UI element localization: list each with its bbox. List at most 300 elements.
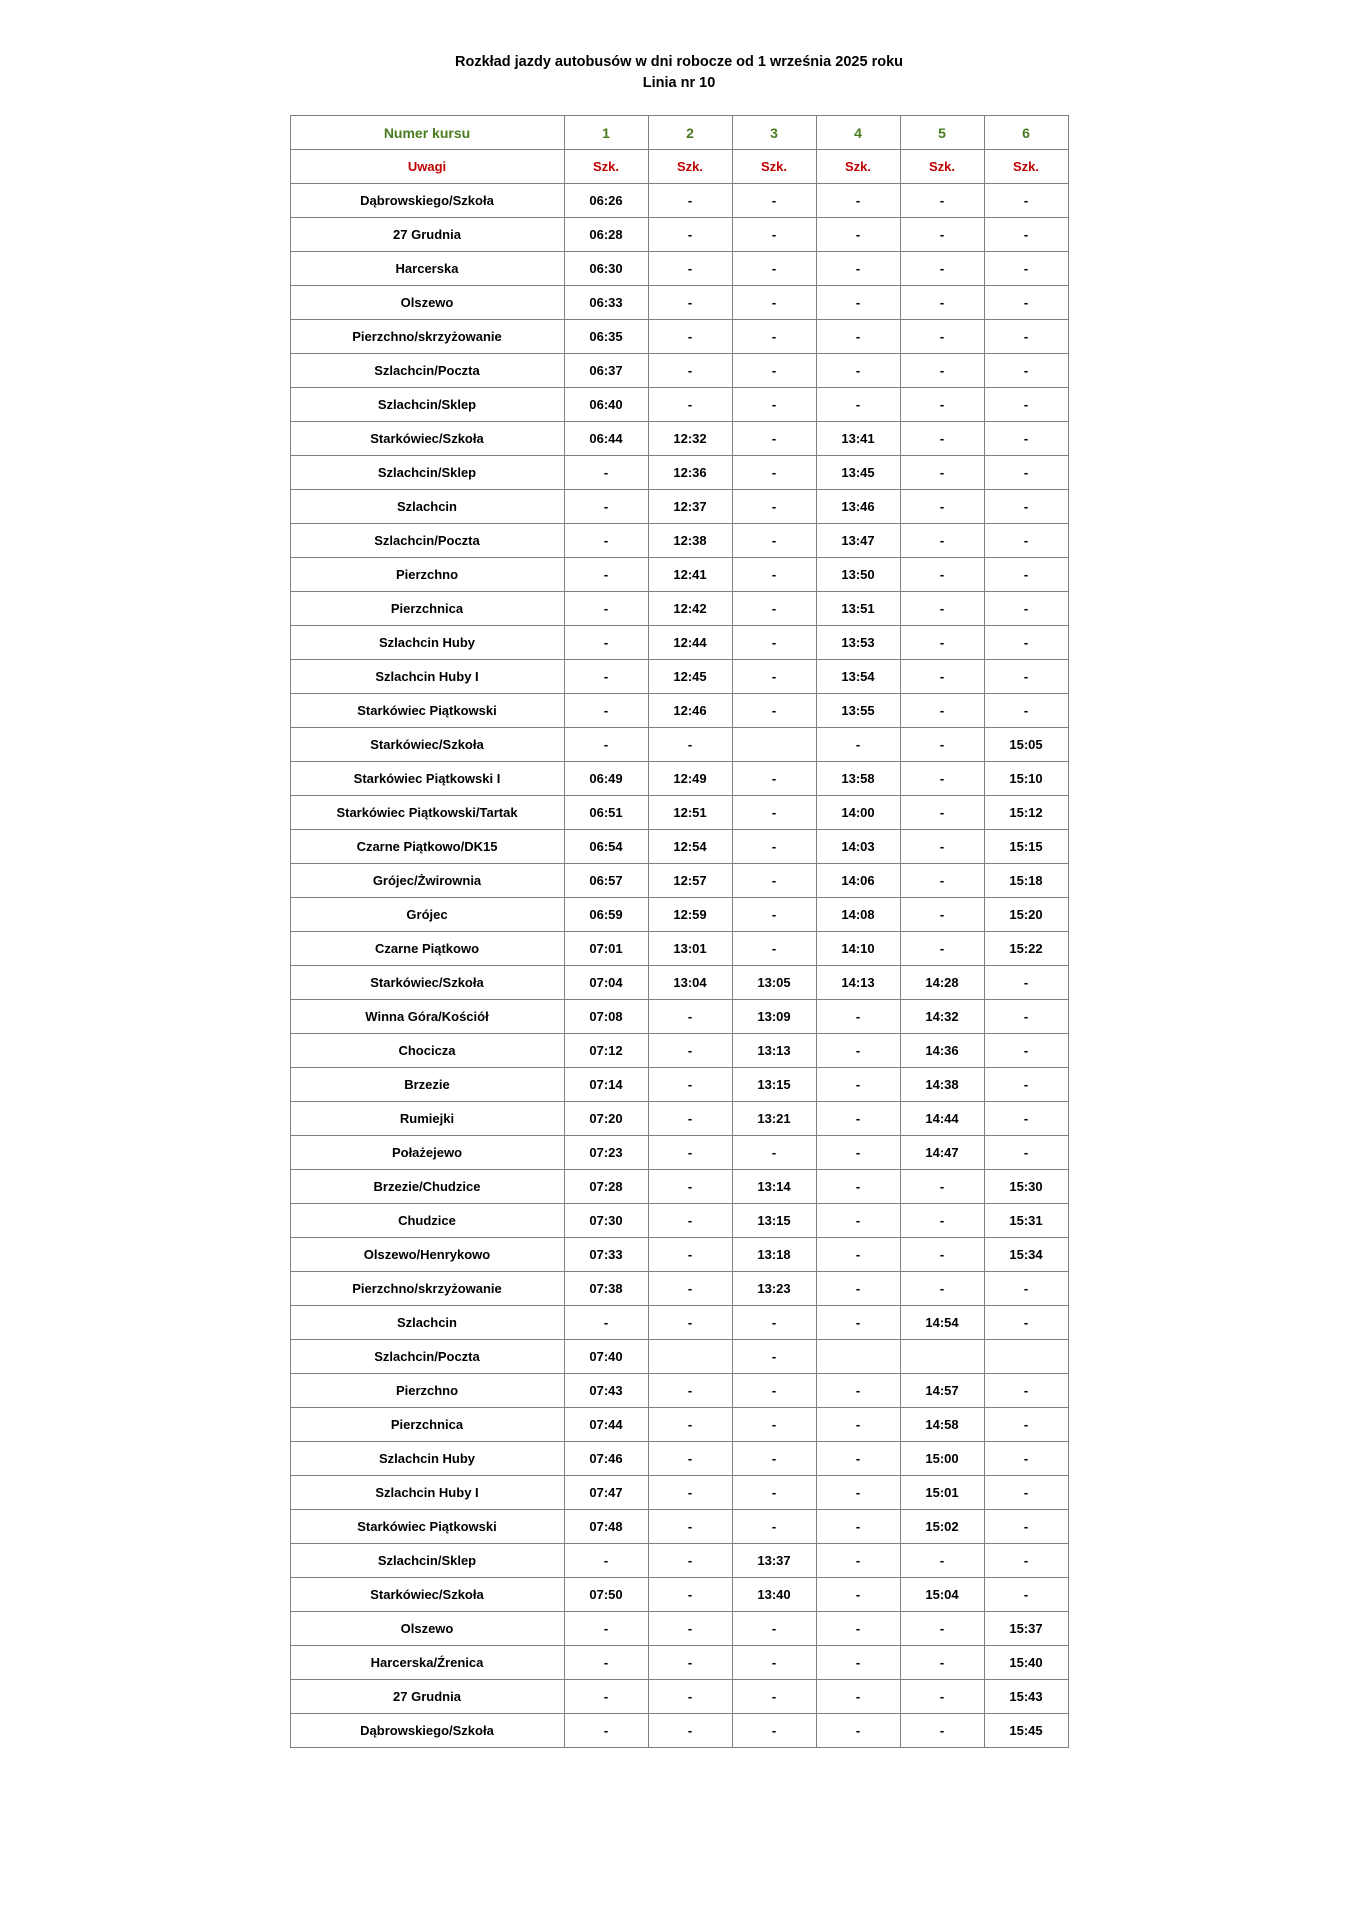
departure-time-cell: 14:54	[900, 1306, 984, 1340]
departure-time-cell: 13:05	[732, 966, 816, 1000]
table-row	[290, 1136, 1068, 1170]
table-row	[290, 1340, 1068, 1374]
departure-time-cell	[648, 1340, 732, 1374]
departure-time-cell: -	[816, 1068, 900, 1102]
departure-time-cell: 12:45	[648, 660, 732, 694]
stop-name-cell: Starkówiec/Szkoła	[290, 966, 564, 1000]
departure-time-cell: 15:40	[984, 1646, 1068, 1680]
departure-time-cell: 13:04	[648, 966, 732, 1000]
departure-time-cell: 12:49	[648, 762, 732, 796]
table-row	[290, 1000, 1068, 1034]
departure-time-cell: -	[816, 1374, 900, 1408]
table-row	[290, 1544, 1068, 1578]
departure-time-cell: -	[984, 524, 1068, 558]
table-row	[290, 252, 1068, 286]
departure-time-cell: 14:38	[900, 1068, 984, 1102]
course-number-header: 1	[564, 116, 648, 150]
departure-time-cell: -	[816, 1612, 900, 1646]
course-number-header: 3	[732, 116, 816, 150]
departure-time-cell: -	[648, 218, 732, 252]
stop-name-cell: Szlachcin Huby I	[290, 660, 564, 694]
departure-time-cell: -	[732, 1340, 816, 1374]
table-row	[290, 762, 1068, 796]
departure-time-cell: -	[648, 1646, 732, 1680]
stop-name-cell: Starkówiec Piątkowski	[290, 1510, 564, 1544]
departure-time-cell: 07:28	[564, 1170, 648, 1204]
departure-time-cell: -	[732, 1646, 816, 1680]
departure-time-cell: 06:59	[564, 898, 648, 932]
departure-time-cell: 15:37	[984, 1612, 1068, 1646]
departure-time-cell: -	[648, 1306, 732, 1340]
departure-time-cell: -	[984, 626, 1068, 660]
departure-time-cell: -	[984, 694, 1068, 728]
departure-time-cell: -	[648, 286, 732, 320]
departure-time-cell: 07:01	[564, 932, 648, 966]
table-row	[290, 1442, 1068, 1476]
stop-name-cell: 27 Grudnia	[290, 1680, 564, 1714]
departure-time-cell: 14:06	[816, 864, 900, 898]
departure-time-cell: -	[648, 1170, 732, 1204]
departure-time-cell: -	[816, 388, 900, 422]
departure-time-cell: 13:51	[816, 592, 900, 626]
departure-time-cell: -	[984, 320, 1068, 354]
stop-name-cell: Szlachcin Huby I	[290, 1476, 564, 1510]
departure-time-cell: -	[816, 1170, 900, 1204]
departure-time-cell: -	[732, 626, 816, 660]
departure-time-cell: 15:22	[984, 932, 1068, 966]
departure-time-cell: -	[816, 1306, 900, 1340]
departure-time-cell: 15:15	[984, 830, 1068, 864]
departure-time-cell: -	[648, 1272, 732, 1306]
departure-time-cell: -	[732, 456, 816, 490]
departure-time-cell: -	[900, 864, 984, 898]
departure-time-cell: -	[984, 660, 1068, 694]
departure-time-cell: 15:01	[900, 1476, 984, 1510]
stop-name-cell: Chocicza	[290, 1034, 564, 1068]
departure-time-cell: 15:45	[984, 1714, 1068, 1748]
departure-time-cell: -	[900, 320, 984, 354]
departure-time-cell: 07:48	[564, 1510, 648, 1544]
departure-time-cell: -	[564, 626, 648, 660]
header-row-course-numbers	[290, 116, 1068, 150]
departure-time-cell: 15:00	[900, 1442, 984, 1476]
stop-name-cell: Szlachcin/Poczta	[290, 524, 564, 558]
departure-time-cell: -	[648, 1476, 732, 1510]
departure-time-cell: 13:23	[732, 1272, 816, 1306]
departure-time-cell: -	[900, 932, 984, 966]
departure-time-cell: -	[816, 1204, 900, 1238]
departure-time-cell: -	[900, 1170, 984, 1204]
departure-time-cell: -	[900, 626, 984, 660]
table-row	[290, 1476, 1068, 1510]
table-row	[290, 966, 1068, 1000]
departure-time-cell: -	[732, 184, 816, 218]
departure-time-cell: 13:58	[816, 762, 900, 796]
departure-time-cell: 15:10	[984, 762, 1068, 796]
departure-time-cell: 15:12	[984, 796, 1068, 830]
table-row	[290, 1714, 1068, 1748]
departure-time-cell: -	[900, 184, 984, 218]
departure-time-cell: -	[564, 1544, 648, 1578]
table-row	[290, 1170, 1068, 1204]
stop-name-cell: Rumiejki	[290, 1102, 564, 1136]
departure-time-cell: 06:37	[564, 354, 648, 388]
departure-time-cell: -	[648, 1442, 732, 1476]
departure-time-cell: -	[816, 354, 900, 388]
departure-time-cell: -	[900, 1204, 984, 1238]
departure-time-cell: -	[900, 490, 984, 524]
stop-name-cell: Brzezie/Chudzice	[290, 1170, 564, 1204]
departure-time-cell: 07:47	[564, 1476, 648, 1510]
course-number-header: 4	[816, 116, 900, 150]
departure-time-cell: -	[564, 456, 648, 490]
departure-time-cell: -	[648, 1374, 732, 1408]
departure-time-cell: -	[816, 1272, 900, 1306]
departure-time-cell: -	[732, 286, 816, 320]
schedule-table-body	[290, 116, 1068, 1748]
departure-time-cell: -	[816, 1408, 900, 1442]
departure-time-cell: -	[984, 1034, 1068, 1068]
table-row	[290, 218, 1068, 252]
departure-time-cell: 07:50	[564, 1578, 648, 1612]
table-row	[290, 286, 1068, 320]
title-line-2: Linia nr 10	[642, 74, 716, 91]
departure-time-cell: 13:53	[816, 626, 900, 660]
departure-time-cell: -	[648, 728, 732, 762]
departure-time-cell: -	[984, 184, 1068, 218]
departure-time-cell: -	[816, 1102, 900, 1136]
departure-time-cell: 14:00	[816, 796, 900, 830]
departure-time-cell: 13:54	[816, 660, 900, 694]
departure-time-cell: -	[648, 1714, 732, 1748]
departure-time-cell: -	[564, 592, 648, 626]
table-row	[290, 1204, 1068, 1238]
departure-time-cell: 13:09	[732, 1000, 816, 1034]
departure-time-cell: -	[732, 864, 816, 898]
schedule-table	[290, 115, 1069, 1748]
stop-name-cell: Czarne Piątkowo/DK15	[290, 830, 564, 864]
table-row	[290, 1068, 1068, 1102]
stop-name-cell: Szlachcin Huby	[290, 626, 564, 660]
departure-time-cell: 06:54	[564, 830, 648, 864]
departure-time-cell: 14:13	[816, 966, 900, 1000]
table-row	[290, 898, 1068, 932]
table-row	[290, 1578, 1068, 1612]
departure-time-cell: 07:12	[564, 1034, 648, 1068]
departure-time-cell: -	[816, 1680, 900, 1714]
stop-name-cell: Starkówiec/Szkoła	[290, 1578, 564, 1612]
departure-time-cell: 06:51	[564, 796, 648, 830]
departure-time-cell: -	[648, 252, 732, 286]
departure-time-cell: 13:45	[816, 456, 900, 490]
departure-time-cell: -	[984, 218, 1068, 252]
table-row	[290, 524, 1068, 558]
table-row	[290, 694, 1068, 728]
departure-time-cell: -	[900, 524, 984, 558]
departure-time-cell: -	[732, 320, 816, 354]
table-row	[290, 932, 1068, 966]
departure-time-cell: 12:36	[648, 456, 732, 490]
departure-time-cell: -	[648, 1510, 732, 1544]
departure-time-cell: -	[732, 762, 816, 796]
departure-time-cell: -	[732, 1612, 816, 1646]
departure-time-cell: -	[732, 388, 816, 422]
departure-time-cell: -	[816, 218, 900, 252]
course-number-header: 6	[984, 116, 1068, 150]
departure-time-cell: 13:50	[816, 558, 900, 592]
departure-time-cell: -	[984, 1000, 1068, 1034]
departure-time-cell: 13:41	[816, 422, 900, 456]
departure-time-cell: 12:32	[648, 422, 732, 456]
departure-time-cell: -	[564, 660, 648, 694]
departure-time-cell: -	[900, 830, 984, 864]
stop-name-cell: Olszewo	[290, 1612, 564, 1646]
departure-time-cell: -	[816, 286, 900, 320]
stop-name-cell: Pierzchno/skrzyżowanie	[290, 1272, 564, 1306]
departure-time-cell: -	[900, 1646, 984, 1680]
departure-time-cell: -	[732, 252, 816, 286]
note-cell: Szk.	[732, 150, 816, 184]
departure-time-cell: 12:46	[648, 694, 732, 728]
departure-time-cell: -	[564, 1714, 648, 1748]
departure-time-cell: -	[732, 592, 816, 626]
departure-time-cell: -	[816, 1544, 900, 1578]
departure-time-cell: 15:18	[984, 864, 1068, 898]
stop-name-cell: Starkówiec Piątkowski I	[290, 762, 564, 796]
departure-time-cell: 13:15	[732, 1204, 816, 1238]
departure-time-cell	[984, 1340, 1068, 1374]
departure-time-cell: 15:34	[984, 1238, 1068, 1272]
departure-time-cell: 15:05	[984, 728, 1068, 762]
table-row	[290, 626, 1068, 660]
departure-time-cell: -	[648, 320, 732, 354]
departure-time-cell: -	[564, 1612, 648, 1646]
departure-time-cell: -	[732, 354, 816, 388]
departure-time-cell: 07:38	[564, 1272, 648, 1306]
stop-name-cell: Dąbrowskiego/Szkoła	[290, 1714, 564, 1748]
table-row	[290, 388, 1068, 422]
departure-time-cell: -	[984, 286, 1068, 320]
departure-time-cell: -	[900, 354, 984, 388]
departure-time-cell: -	[732, 898, 816, 932]
departure-time-cell: -	[900, 558, 984, 592]
stop-name-cell: Szlachcin/Poczta	[290, 1340, 564, 1374]
departure-time-cell: -	[732, 830, 816, 864]
departure-time-cell: 13:14	[732, 1170, 816, 1204]
table-row	[290, 456, 1068, 490]
note-cell: Szk.	[648, 150, 732, 184]
course-number-header: 5	[900, 116, 984, 150]
departure-time-cell: -	[732, 1136, 816, 1170]
departure-time-cell: 14:28	[900, 966, 984, 1000]
table-row	[290, 1374, 1068, 1408]
stop-name-cell: Pierzchnica	[290, 1408, 564, 1442]
departure-time-cell: -	[900, 1612, 984, 1646]
departure-time-cell: -	[564, 694, 648, 728]
departure-time-cell: -	[900, 1272, 984, 1306]
departure-time-cell: -	[648, 1612, 732, 1646]
stop-name-cell: 27 Grudnia	[290, 218, 564, 252]
departure-time-cell: -	[900, 592, 984, 626]
table-row	[290, 1612, 1068, 1646]
departure-time-cell: -	[816, 252, 900, 286]
departure-time-cell: -	[900, 218, 984, 252]
stop-name-cell: Pierzchno/skrzyżowanie	[290, 320, 564, 354]
departure-time-cell: 14:57	[900, 1374, 984, 1408]
departure-time-cell: -	[900, 762, 984, 796]
departure-time-cell: 13:21	[732, 1102, 816, 1136]
departure-time-cell: -	[984, 456, 1068, 490]
departure-time-cell: -	[900, 898, 984, 932]
departure-time-cell: 06:28	[564, 218, 648, 252]
departure-time-cell: 14:44	[900, 1102, 984, 1136]
table-row	[290, 354, 1068, 388]
departure-time-cell: -	[816, 1714, 900, 1748]
note-cell: Szk.	[984, 150, 1068, 184]
departure-time-cell: -	[648, 1068, 732, 1102]
departure-time-cell: -	[648, 354, 732, 388]
note-cell: Szk.	[816, 150, 900, 184]
departure-time-cell: -	[648, 1000, 732, 1034]
departure-time-cell: -	[816, 1238, 900, 1272]
departure-time-cell: -	[900, 1544, 984, 1578]
departure-time-cell: 13:46	[816, 490, 900, 524]
departure-time-cell: -	[732, 1510, 816, 1544]
departure-time-cell: 07:40	[564, 1340, 648, 1374]
departure-time-cell: -	[984, 1408, 1068, 1442]
departure-time-cell: 14:36	[900, 1034, 984, 1068]
departure-time-cell: -	[900, 660, 984, 694]
departure-time-cell: -	[900, 1680, 984, 1714]
departure-time-cell: -	[732, 218, 816, 252]
departure-time-cell: -	[984, 558, 1068, 592]
stop-name-cell: Szlachcin/Sklep	[290, 1544, 564, 1578]
departure-time-cell: -	[648, 1578, 732, 1612]
departure-time-cell: -	[732, 1476, 816, 1510]
departure-time-cell: 13:18	[732, 1238, 816, 1272]
departure-time-cell: 07:04	[564, 966, 648, 1000]
table-row	[290, 796, 1068, 830]
departure-time-cell: -	[648, 388, 732, 422]
stop-name-cell: Pierzchno	[290, 558, 564, 592]
departure-time-cell: -	[732, 694, 816, 728]
departure-time-cell: 06:33	[564, 286, 648, 320]
stop-name-cell: Szlachcin/Sklep	[290, 388, 564, 422]
departure-time-cell: -	[984, 1136, 1068, 1170]
departure-time-cell: -	[732, 1714, 816, 1748]
departure-time-cell: -	[732, 524, 816, 558]
departure-time-cell: -	[564, 1646, 648, 1680]
departure-time-cell: -	[648, 1136, 732, 1170]
table-row	[290, 830, 1068, 864]
departure-time-cell: 06:49	[564, 762, 648, 796]
departure-time-cell: -	[732, 796, 816, 830]
departure-time-cell: -	[816, 728, 900, 762]
stop-name-cell: Starkówiec/Szkoła	[290, 422, 564, 456]
course-number-header: 2	[648, 116, 732, 150]
departure-time-cell: -	[816, 1646, 900, 1680]
stop-name-cell: Grójec/Żwirownia	[290, 864, 564, 898]
table-row	[290, 1238, 1068, 1272]
departure-time-cell: -	[984, 1578, 1068, 1612]
departure-time-cell: 07:20	[564, 1102, 648, 1136]
table-row	[290, 592, 1068, 626]
departure-time-cell: -	[816, 1136, 900, 1170]
departure-time-cell: 13:55	[816, 694, 900, 728]
departure-time-cell: -	[816, 1578, 900, 1612]
departure-time-cell: -	[564, 558, 648, 592]
stop-name-cell: Pierzchnica	[290, 592, 564, 626]
departure-time-cell: -	[648, 1544, 732, 1578]
departure-time-cell: -	[816, 1510, 900, 1544]
departure-time-cell: -	[732, 490, 816, 524]
departure-time-cell: 07:14	[564, 1068, 648, 1102]
departure-time-cell: 12:57	[648, 864, 732, 898]
departure-time-cell: 13:37	[732, 1544, 816, 1578]
note-cell: Szk.	[564, 150, 648, 184]
departure-time-cell	[732, 728, 816, 762]
departure-time-cell: -	[984, 354, 1068, 388]
departure-time-cell: -	[984, 422, 1068, 456]
departure-time-cell: -	[984, 1442, 1068, 1476]
departure-time-cell: 07:46	[564, 1442, 648, 1476]
departure-time-cell: -	[564, 490, 648, 524]
departure-time-cell: 13:40	[732, 1578, 816, 1612]
table-row	[290, 422, 1068, 456]
table-row	[290, 1680, 1068, 1714]
departure-time-cell: 14:47	[900, 1136, 984, 1170]
table-row	[290, 728, 1068, 762]
table-row	[290, 1408, 1068, 1442]
title-line-1: Rozkład jazdy autobusów w dni robocze od 1 września 2025 roku	[455, 54, 903, 70]
departure-time-cell: -	[816, 320, 900, 354]
departure-time-cell: -	[984, 1374, 1068, 1408]
note-cell: Szk.	[900, 150, 984, 184]
stop-name-cell: Winna Góra/Kościół	[290, 1000, 564, 1034]
departure-time-cell: -	[648, 1102, 732, 1136]
departure-time-cell	[900, 1340, 984, 1374]
departure-time-cell: -	[564, 1680, 648, 1714]
stop-name-cell: Szlachcin Huby	[290, 1442, 564, 1476]
departure-time-cell: 12:59	[648, 898, 732, 932]
departure-time-cell: 06:35	[564, 320, 648, 354]
departure-time-cell: 07:44	[564, 1408, 648, 1442]
departure-time-cell: -	[732, 1306, 816, 1340]
table-row	[290, 864, 1068, 898]
stop-name-cell: Starkówiec Piątkowski/Tartak	[290, 796, 564, 830]
departure-time-cell: 12:44	[648, 626, 732, 660]
departure-time-cell: 06:30	[564, 252, 648, 286]
departure-time-cell: 13:15	[732, 1068, 816, 1102]
departure-time-cell: -	[732, 932, 816, 966]
table-row	[290, 1272, 1068, 1306]
stop-name-cell: Starkówiec/Szkoła	[290, 728, 564, 762]
departure-time-cell: -	[984, 1272, 1068, 1306]
departure-time-cell: 15:43	[984, 1680, 1068, 1714]
departure-time-cell: 14:10	[816, 932, 900, 966]
departure-time-cell: 12:42	[648, 592, 732, 626]
departure-time-cell: 15:20	[984, 898, 1068, 932]
table-row	[290, 558, 1068, 592]
departure-time-cell: 06:57	[564, 864, 648, 898]
departure-time-cell: -	[732, 1680, 816, 1714]
departure-time-cell: -	[900, 252, 984, 286]
departure-time-cell: 12:38	[648, 524, 732, 558]
stop-name-cell: Starkówiec Piątkowski	[290, 694, 564, 728]
departure-time-cell: -	[648, 1680, 732, 1714]
stop-name-cell: Szlachcin/Poczta	[290, 354, 564, 388]
departure-time-cell: -	[648, 1408, 732, 1442]
